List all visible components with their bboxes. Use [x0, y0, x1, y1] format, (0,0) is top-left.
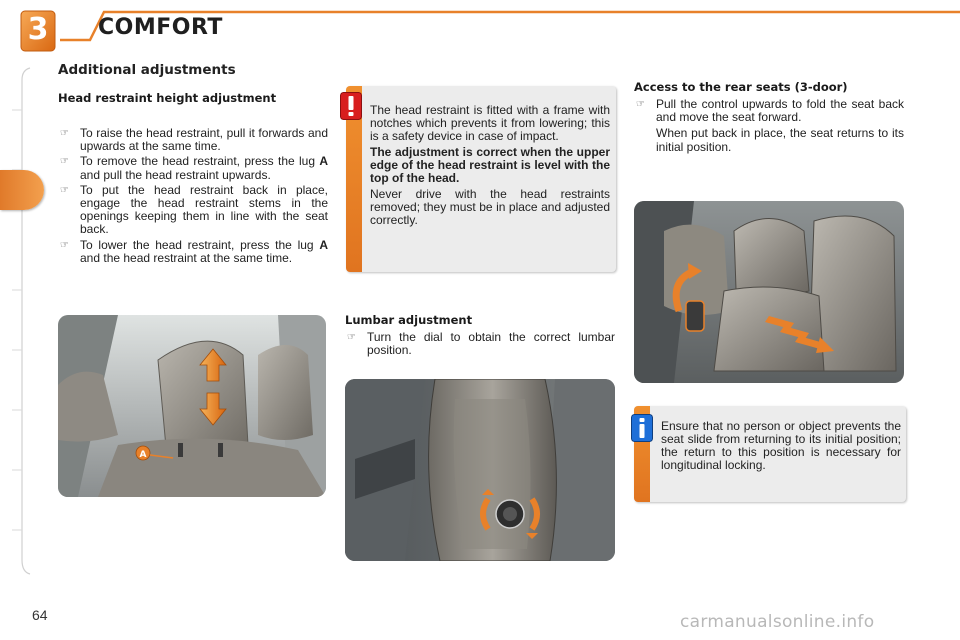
side-tab-comfort-active[interactable] [0, 170, 44, 210]
lumbar-heading: Lumbar adjustment [345, 313, 473, 327]
list-item-continuation: When put back in place, the seat returns to its initial position. [656, 126, 904, 154]
head-restraint-illustration [58, 315, 326, 497]
list-item: ☞ To remove the head restraint, press the lug A and pull the head restraint upwards. [60, 154, 328, 182]
lumbar-list [345, 331, 615, 359]
page-number: 64 [32, 607, 48, 623]
rear-access-heading: Access to the rear seats (3-door) [634, 80, 848, 94]
info-box [634, 406, 906, 502]
lumbar-illustration [345, 379, 615, 561]
head-restraint-heading: Head restraint height adjustment [58, 91, 277, 105]
head-restraint-list [58, 127, 328, 267]
list-item: ☞ To put the head restraint back in place, engage the head restraint stems in the openings keeping them in line with the seat back. [60, 182, 328, 237]
pointing-hand-icon: ☞ [636, 99, 645, 110]
pointing-hand-icon: ☞ [60, 128, 69, 139]
chapter-number: 3 [27, 12, 49, 47]
rear-access-illustration [634, 201, 904, 383]
list-item: ☞ Turn the dial to obtain the correct lumbar position. [347, 330, 615, 358]
section-title: Additional adjustments [58, 62, 236, 78]
page-title: COMFORT [98, 15, 223, 40]
pointing-hand-icon: ☞ [60, 239, 69, 251]
list-item: ☞ To lower the head restraint, press the lug A and the head restraint at the same time. [60, 237, 328, 265]
info-icon [631, 414, 653, 442]
pointing-hand-icon: ☞ [60, 184, 69, 196]
warning-box [346, 86, 616, 272]
lug-a-label: A [139, 450, 147, 460]
watermark: carmanualsonline.info [680, 612, 875, 632]
warning-text: The head restraint is fitted with a frame with notches which prevents it from lowering; this is a safety device in case of impact. The adjustment is correct when the upper edge of the head restraint is level with the top of the head. Never drive with the head restraints removed; they must be in place and adjusted correctly. [370, 103, 610, 227]
pointing-hand-icon: ☞ [60, 156, 69, 168]
chapter-side-tabs[interactable] [0, 60, 34, 580]
rear-access-list [634, 98, 904, 156]
info-text: Ensure that no person or object prevents the seat slide from returning to its initial position; the return to this position is necessary for longitudinal locking. [661, 419, 901, 472]
list-item: ☞ To raise the head restraint, pull it forwards and upwards at the same time. [60, 126, 328, 154]
exclamation-icon [340, 92, 362, 120]
list-item: ☞ Pull the control upwards to fold the seat back and move the seat forward. [636, 97, 904, 125]
pointing-hand-icon: ☞ [347, 332, 356, 343]
